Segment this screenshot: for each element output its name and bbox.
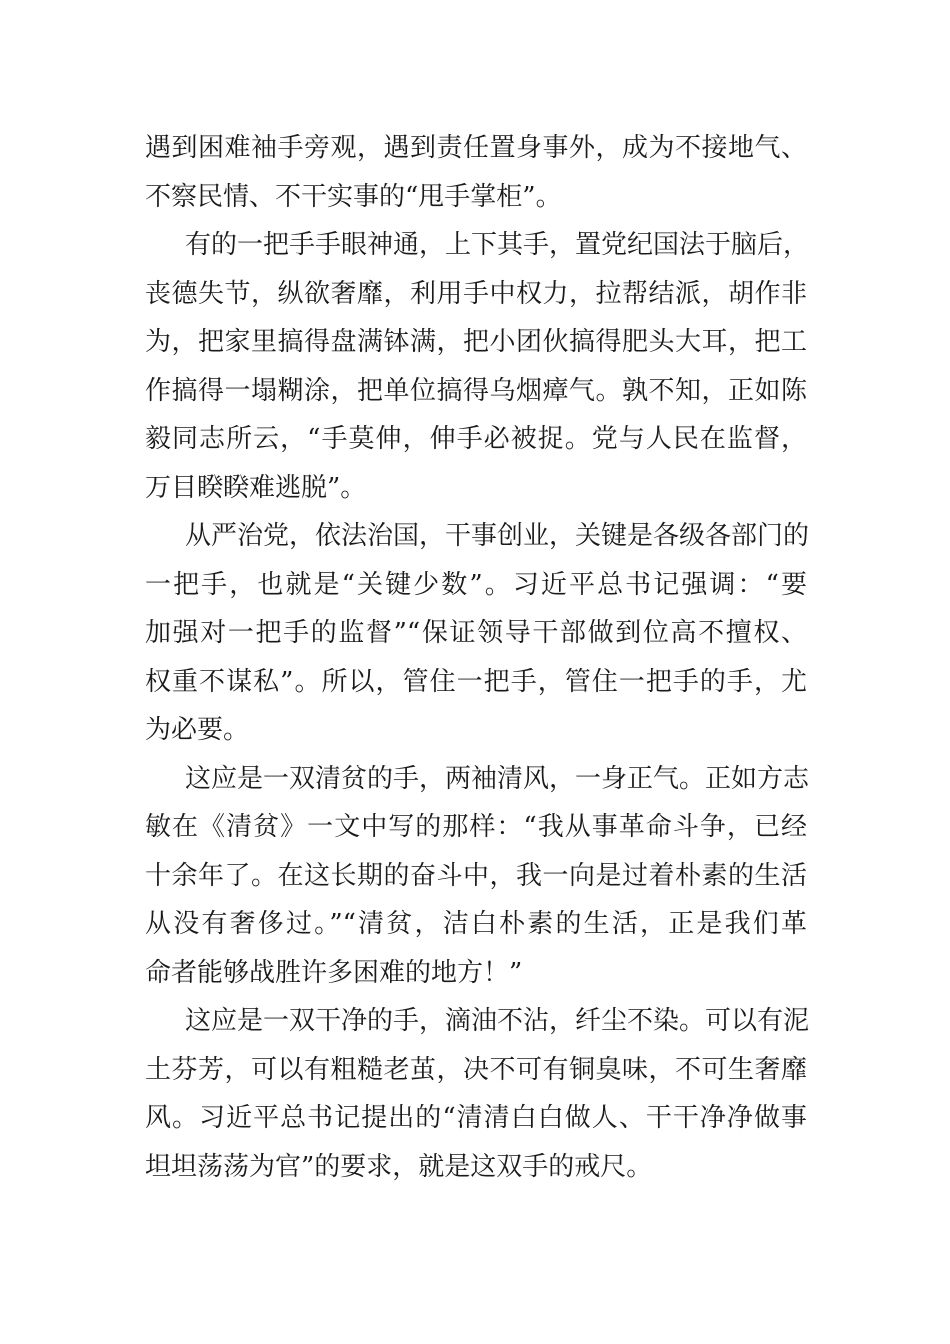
text-line: 这应是一双干净的手，滴油不沾，纤尘不染。可以有泥 [185, 1006, 810, 1036]
text-line: 毅同志所云，“手莫伸，伸手必被捉。党与人民在监督， [145, 424, 807, 454]
text-line: 从没有奢侈过。”“清贫，洁白朴素的生活，正是我们革 [145, 909, 807, 939]
text-line: 土芬芳，可以有粗糙老茧，决不可有铜臭味，不可生奢靡 [145, 1054, 807, 1085]
text-line: 敏在《清贫》一文中写的那样：“我从事革命斗争，已经 [145, 812, 807, 842]
text-line: 一把手，也就是“关键少数”。习近平总书记强调：“要 [145, 569, 807, 600]
text-line: 遇到困难袖手旁观，遇到责任置身事外，成为不接地气、 [145, 133, 807, 163]
text-line: 为必要。 [145, 715, 250, 745]
text-line: 坦坦荡荡为官”的要求，就是这双手的戒尺。 [145, 1151, 653, 1182]
text-line: 从严治党，依法治国，干事创业，关键是各级各部门的 [185, 521, 810, 551]
text-line: 丧德失节，纵欲奢靡，利用手中权力，拉帮结派，胡作非 [145, 278, 807, 309]
text-line: 万目睽睽难逃脱”。 [145, 472, 367, 503]
text-line: 不察民情、不干实事的“甩手掌柜”。 [145, 181, 562, 212]
text-line: 风。习近平总书记提出的“清清白白做人、干干净净做事 [145, 1103, 807, 1133]
text-line: 权重不谋私”。所以，管住一把手，管住一把手的手，尤 [145, 666, 807, 697]
text-line: 加强对一把手的监督”“保证领导干部做到位高不擅权、 [145, 618, 807, 648]
text-line: 为，把家里搞得盘满钵满，把小团伙搞得肥头大耳，把工 [145, 327, 807, 357]
text-line: 作搞得一塌糊涂，把单位搞得乌烟瘴气。孰不知，正如陈 [145, 375, 807, 406]
text-line: 十余年了。在这长期的奋斗中，我一向是过着朴素的生活 [145, 860, 807, 891]
text-line: 命者能够战胜许多困难的地方！” [145, 957, 523, 988]
body-text [145, 124, 810, 1191]
text-line: 这应是一双清贫的手，两袖清风，一身正气。正如方志 [185, 763, 810, 794]
text-line: 有的一把手手眼神通，上下其手，置党纪国法于脑后， [185, 230, 810, 260]
